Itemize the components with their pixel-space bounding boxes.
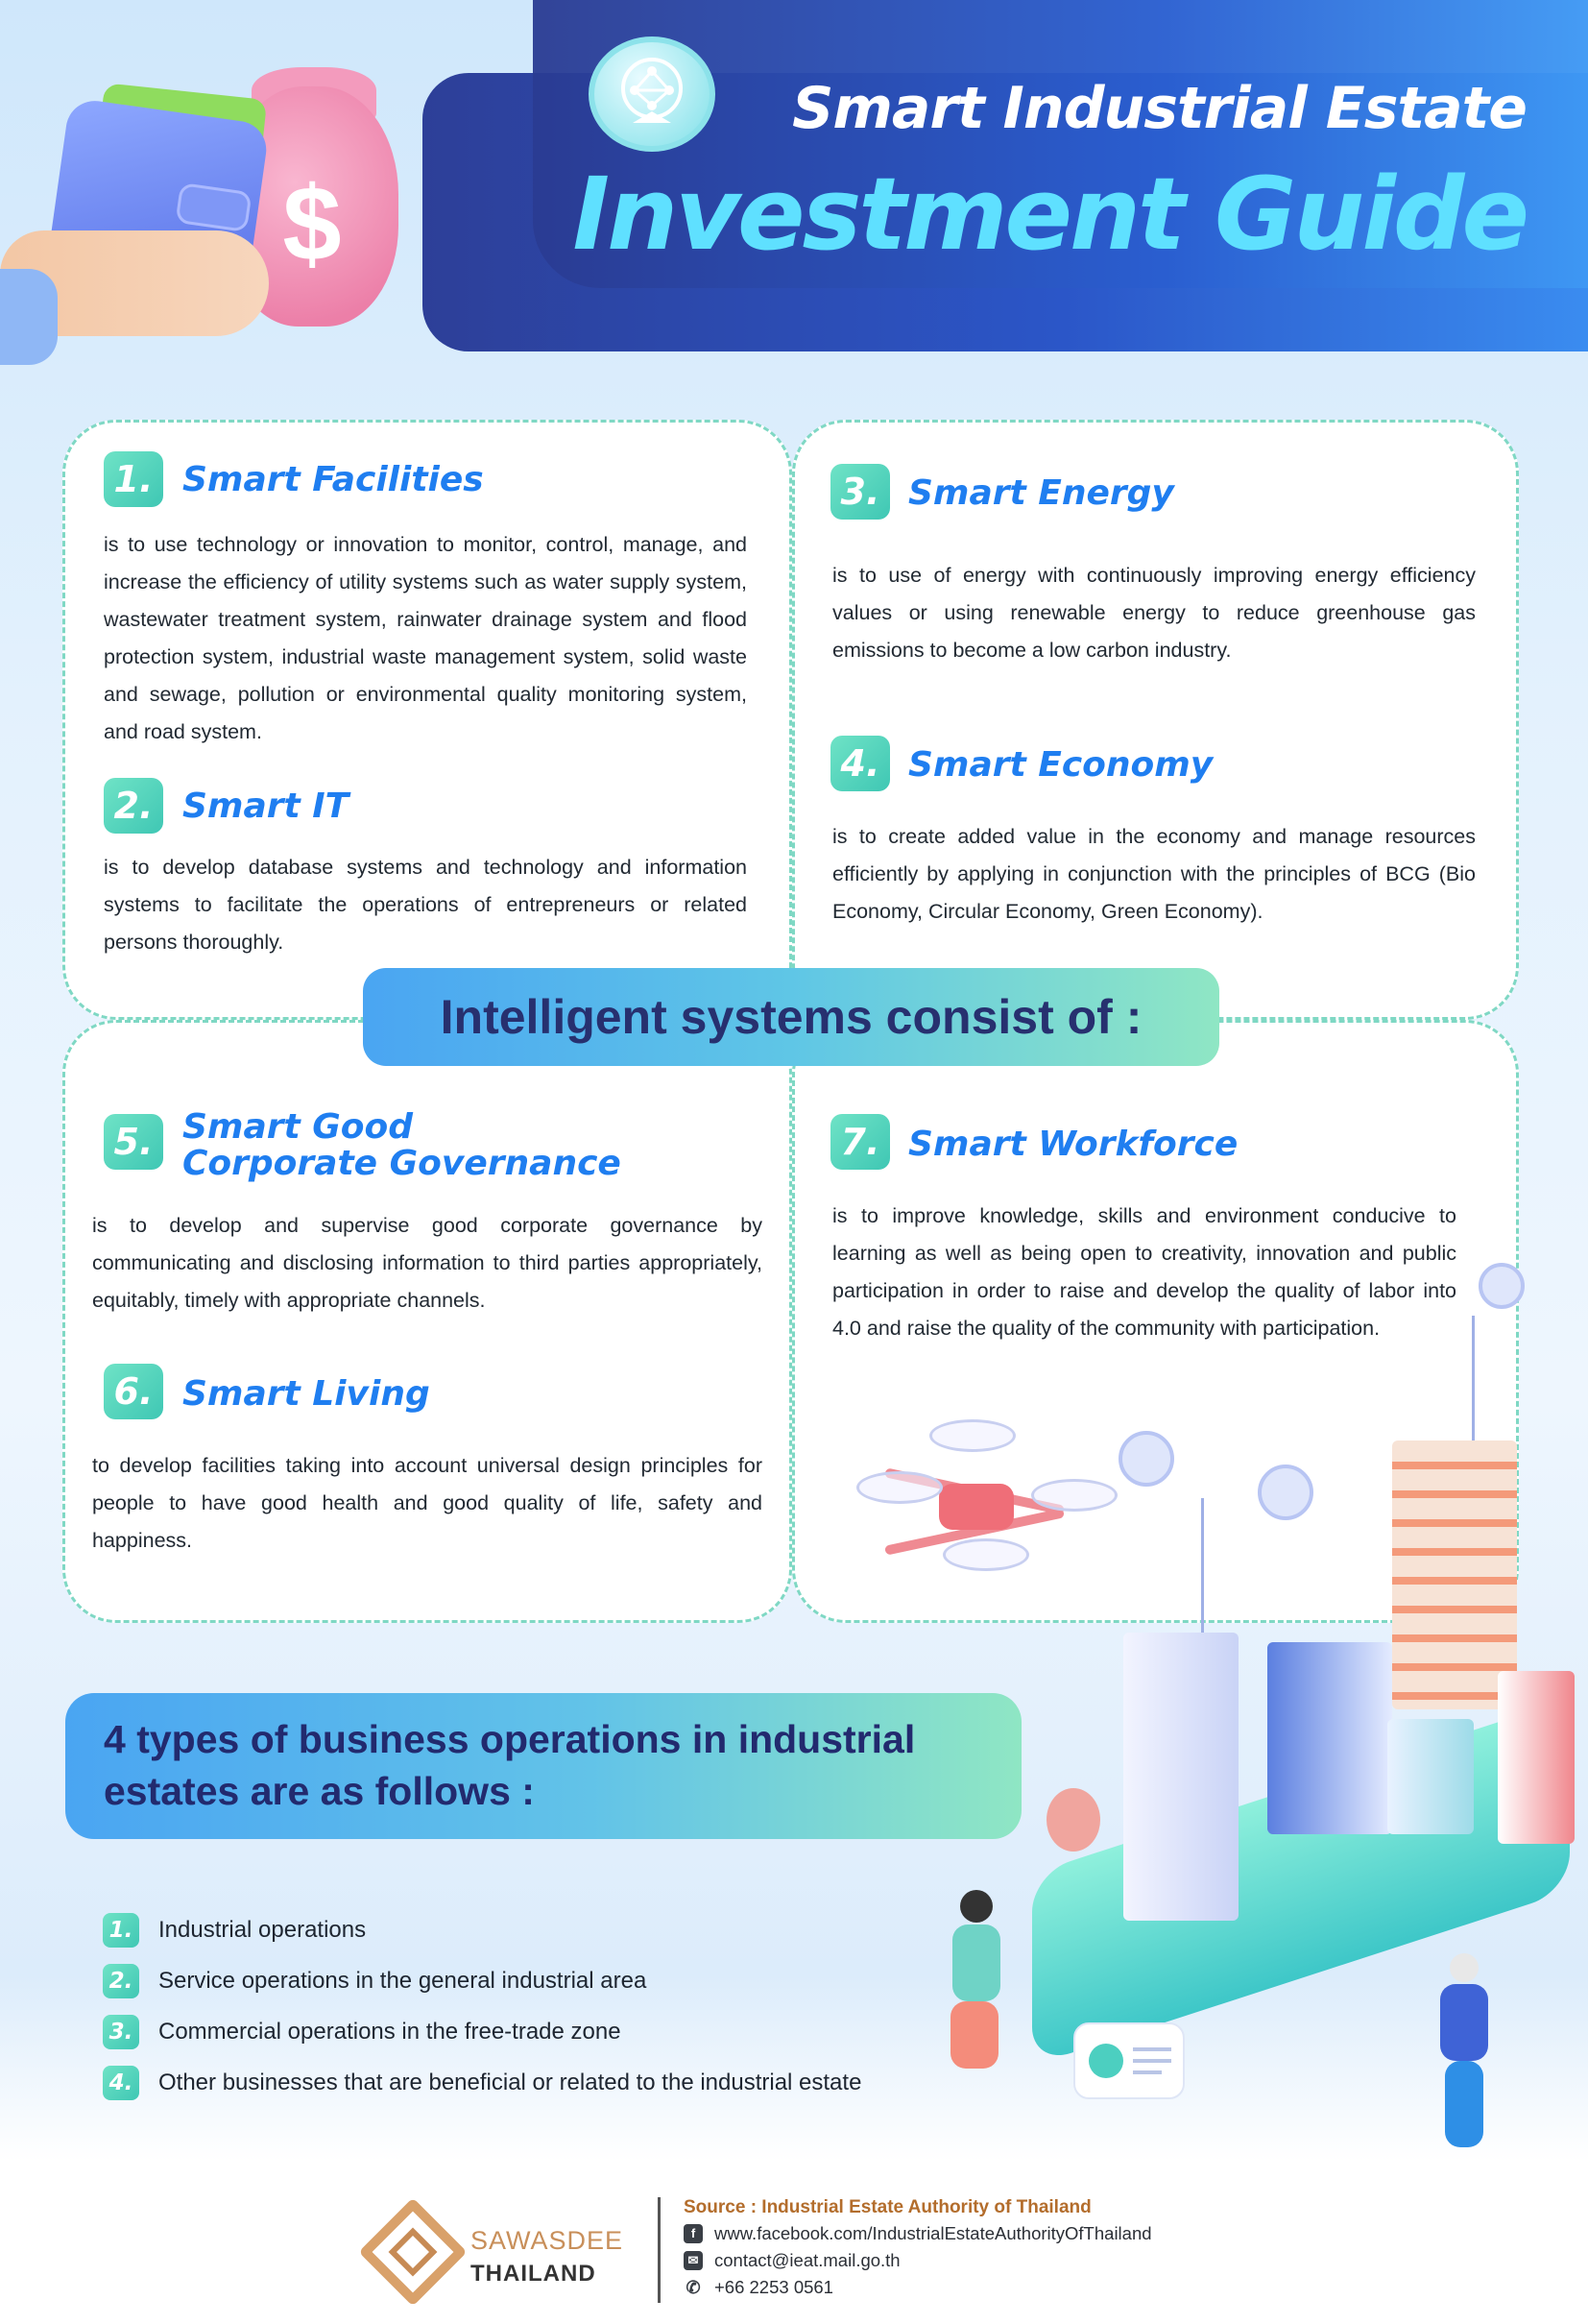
footer-facebook[interactable] — [684, 2223, 1152, 2244]
phone-pin-icon — [1479, 1263, 1525, 1309]
item-description: is to use of energy with continuously improving energy efficiency values or using renewable energy to reduce greenhouse gas emissions to become a low carbon industry. — [832, 564, 1476, 662]
item-title-line1: Smart Good — [182, 1107, 414, 1147]
building — [1392, 1440, 1517, 1709]
person-head — [960, 1890, 993, 1923]
footer-source: Source : Industrial Estate Authority of Thailand — [684, 2197, 1092, 2217]
person-legs — [950, 2001, 999, 2069]
page-title: Smart Industrial Estate — [792, 75, 1527, 142]
person-head — [1450, 1953, 1479, 1982]
network-brain-icon — [589, 36, 715, 152]
facebook-link[interactable]: www.facebook.com/IndustrialEstateAuthorityOfThailand — [714, 2223, 1152, 2243]
item-title: Smart Energy — [908, 473, 1174, 513]
business-item: Service operations in the general industrial area — [158, 1968, 647, 1994]
business-item: Industrial operations — [158, 1917, 367, 1943]
business-heading: 4 types of business operations in industrial estates are as follows : — [104, 1717, 916, 1813]
business-number-badge: 3. — [103, 2015, 139, 2049]
business-number-badge: 4. — [103, 2066, 139, 2100]
item-description: is to develop database systems and technology and information systems to facilitate the operations of entrepreneurs or related persons thoroughly. — [104, 856, 747, 954]
item-title: Smart IT — [182, 787, 349, 826]
email-link[interactable]: contact@ieat.mail.go.th — [714, 2250, 901, 2270]
item-number-badge: 6. — [104, 1364, 163, 1419]
item-description: to develop facilities taking into account universal design principles for people to have good health and good quality of life, safety and happiness. — [92, 1454, 762, 1552]
building — [1123, 1633, 1239, 1921]
drone-rotor — [856, 1471, 943, 1504]
building — [1498, 1671, 1575, 1844]
business-item: Other businesses that are beneficial or related to the industrial estate — [158, 2070, 862, 2095]
drone-rotor — [1031, 1479, 1118, 1512]
facebook-icon: f — [684, 2224, 703, 2243]
item-number-badge: 1. — [104, 451, 163, 507]
page-subtitle: Investment Guide — [572, 156, 1527, 273]
item-description: is to develop and supervise good corporate governance by communicating and disclosing information to third parties appropriately, equitably, timely with appropriate channels. — [92, 1214, 762, 1312]
phone-icon: ✆ — [686, 2278, 701, 2297]
item-title: Smart Living — [182, 1374, 430, 1414]
intelligent-systems-heading: Intelligent systems consist of : — [363, 968, 1219, 1066]
footer-email[interactable] — [684, 2250, 901, 2271]
business-item: Commercial operations in the free-trade zone — [158, 2019, 621, 2045]
drone-icon — [939, 1484, 1014, 1530]
person-pointing — [1440, 1984, 1488, 2061]
item-title: Smart Workforce — [908, 1125, 1239, 1164]
wifi-pin-icon — [1119, 1431, 1174, 1487]
pin-line — [1201, 1498, 1204, 1652]
item-number-badge: 4. — [830, 736, 890, 791]
brand-name: SAWASDEE — [470, 2226, 624, 2255]
building — [1387, 1719, 1474, 1834]
drone-rotor — [943, 1538, 1029, 1571]
business-number-badge: 2. — [103, 1964, 139, 1998]
brand-name-line2: THAILAND — [470, 2261, 596, 2287]
footer-phone[interactable] — [684, 2277, 833, 2298]
item-description: is to create added value in the economy and manage resources efficiently by applying in conjunction with the principles of BCG (Bio Economy, Circular Economy, Green Economy). — [832, 825, 1476, 923]
item-title: Smart Economy — [908, 745, 1214, 785]
sleeve-illustration — [0, 269, 58, 365]
building — [1267, 1642, 1392, 1834]
item-description: is to use technology or innovation to monitor, control, manage, and increase the efficiency of utility systems such as water supply system, wastewater treatment system, rainwater drainage system and flood protection system, industrial waste management system, solid waste and sewage, pollution or environmental quality monitoring system, and road system. — [104, 533, 747, 743]
business-number-badge: 1. — [103, 1913, 139, 1948]
item-number-badge: 3. — [830, 464, 890, 520]
drone-rotor — [929, 1419, 1016, 1452]
footer-divider — [658, 2197, 661, 2303]
item-number-badge: 7. — [830, 1114, 890, 1170]
item-title: Smart Facilities — [182, 460, 484, 499]
chat-bubble-icon — [1073, 2022, 1185, 2099]
item-title-line2: Corporate Governance — [182, 1144, 621, 1183]
mail-icon: ✉ — [684, 2251, 703, 2270]
item-number-badge: 2. — [104, 778, 163, 834]
item-description: is to improve knowledge, skills and environment conducive to learning as well as being open to creativity, innovation and public participation in order to raise and develop the quality of labor into 4.0 and raise the quality of the community with participation. — [832, 1204, 1456, 1340]
dollar-icon: $ — [282, 165, 342, 283]
item-number-badge: 5. — [104, 1114, 163, 1170]
person-legs — [1445, 2061, 1483, 2147]
person-standing — [952, 1925, 1000, 2001]
phone-number[interactable]: +66 2253 0561 — [714, 2277, 833, 2297]
gear-pin-icon — [1258, 1465, 1313, 1520]
person-sitting — [1047, 1788, 1100, 1852]
